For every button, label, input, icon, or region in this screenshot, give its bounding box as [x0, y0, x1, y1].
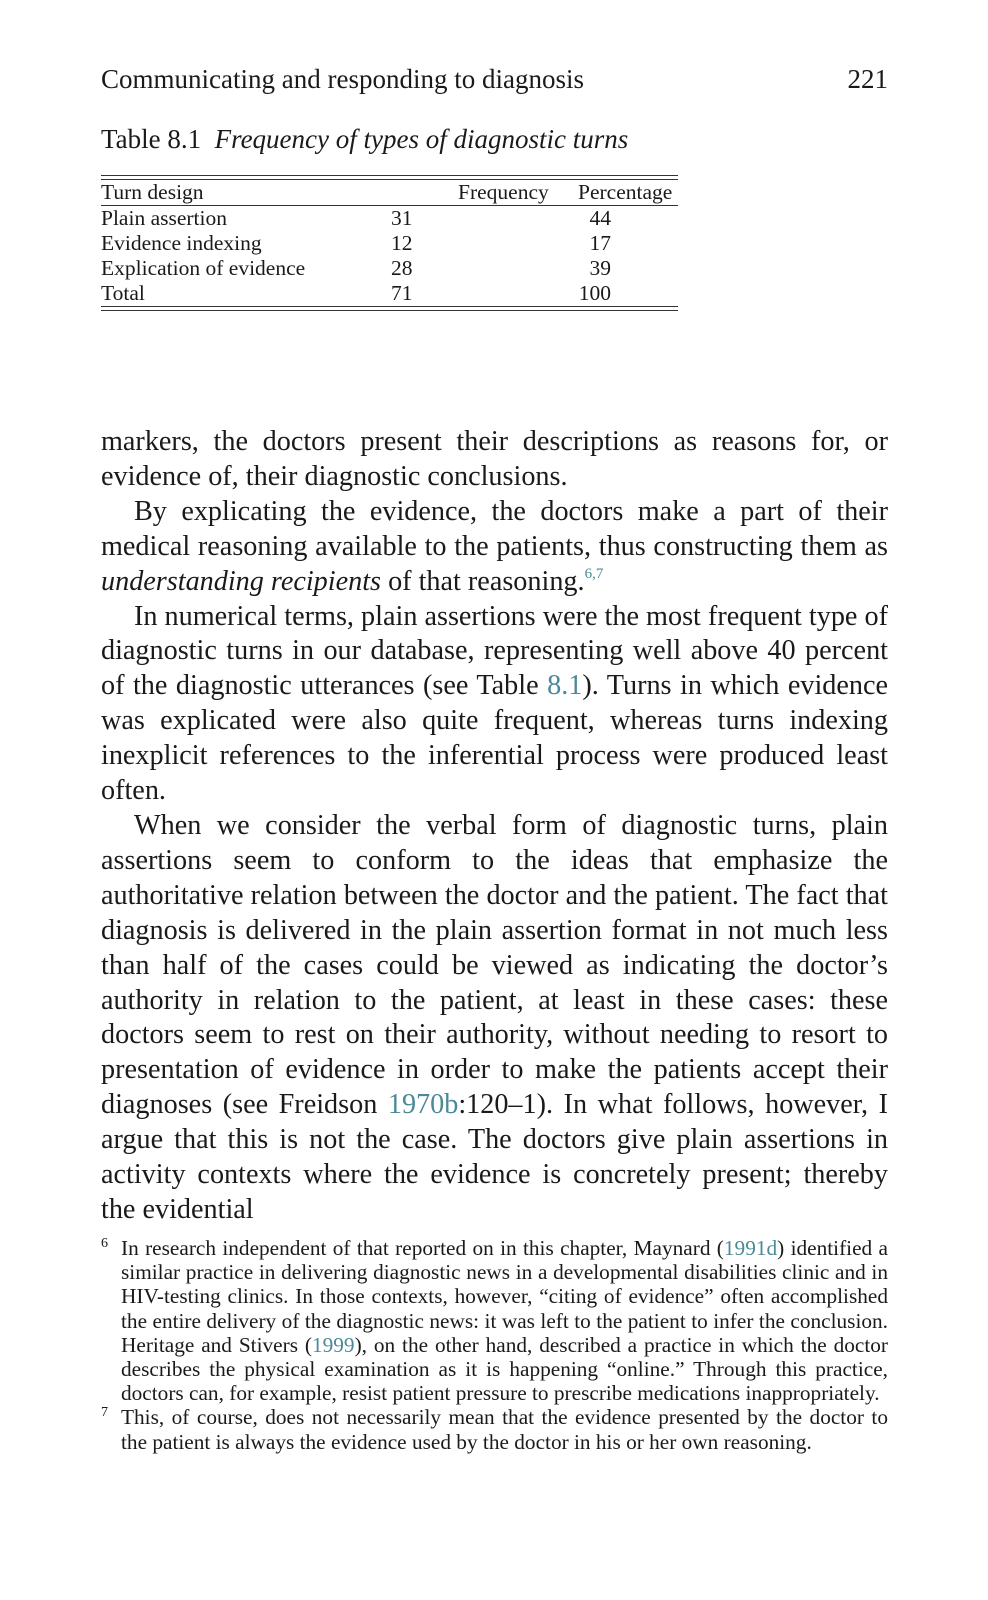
freidson-1970b-link[interactable]: 1970b — [387, 1089, 459, 1121]
column-header-turn-design: Turn design — [101, 180, 204, 204]
total-frequency: 71 — [391, 281, 413, 305]
running-head — [101, 64, 888, 95]
table-total-row — [101, 281, 678, 306]
footnote-6: 6 In research independent of that reported on in this chapter, Maynard (1991d) identified a similar practice in delivering diagnostic news in a developmental disabilities clinic and in HIV-testing clinics. In those contexts, however, “citing of evidence” often accomplished the entire delivery of the diagnostic news: it was left to the patient to infer the conclusion. Heritage and Stivers (1999), on the other hand, described a practice in which the doctor describes the physical examination as it is happening “online.” Through this practice, doctors can, for example, resist patient pressure to prescribe medications inappropriately. — [101, 1236, 888, 1405]
footnote-7: 7 This, of course, does not necessarily mean that the evidence presented by the doctor to the patient is always the evidence used by the doctor in his or her own reasoning. — [101, 1405, 888, 1453]
row-percentage: 17 — [589, 231, 611, 255]
table-8-1-link[interactable]: 8.1 — [547, 670, 583, 702]
table-label: Table 8.1 — [101, 124, 202, 154]
table-bottom-rule — [101, 306, 678, 311]
paragraph-2: By explicating the evidence, the doctors make a part of their medical reasoning available to the patients, thus constructing them as understanding recipients of that reasoning.$^{6,7}$ — [101, 495, 888, 597]
footnotes — [101, 1236, 888, 1454]
paragraph-1: markers, the doctors present their descriptions as reasons for, or evidence of, their diagnostic conclusions. — [101, 426, 888, 492]
footnote-ref-6[interactable]: 6 — [584, 565, 593, 582]
row-design: Evidence indexing — [101, 231, 262, 255]
row-percentage: 39 — [589, 256, 611, 280]
table-header-row — [101, 180, 678, 205]
row-frequency: 12 — [391, 231, 413, 255]
table-row — [101, 231, 678, 256]
column-header-frequency: Frequency — [458, 180, 549, 204]
row-frequency: 31 — [391, 206, 413, 230]
footnote-7-mark: 7 — [101, 1405, 108, 1421]
heritage-stivers-1999-link[interactable]: 1999 — [311, 1332, 355, 1357]
paragraph-3: In numerical terms, plain assertions were the most frequent type of diagnostic turns in our database, representing well above 40 percent of the diagnostic utterances (see Table 8.1). Turns in which evidence was explicated were also quite frequent, whereas turns indexing inexplicit references to the inferential process were produced least often. — [101, 600, 888, 807]
body-text — [101, 425, 888, 1228]
table-caption — [101, 124, 628, 155]
maynard-1991d-link[interactable]: 1991d — [723, 1236, 778, 1260]
table-row — [101, 256, 678, 281]
total-label: Total — [101, 281, 145, 305]
total-percentage: 100 — [578, 281, 611, 305]
footnote-6-mark: 6 — [101, 1236, 108, 1251]
running-title: Communicating and responding to diagnosis — [101, 64, 584, 94]
frequency-table — [101, 175, 678, 311]
row-percentage: 44 — [589, 206, 611, 230]
paragraph-4: When we consider the verbal form of diagnostic turns, plain assertions seem to conform to the ideas that emphasize the authoritative relation between the doctor and the patient. The fact that diagnosis is delivered in the plain assertion format in not much less than half of the cases could be viewed as indicating the doctor’s authority in relation to the patient, at least in these cases: these doctors seem to rest on their authority, without needing to resort to presentation of evidence in order to make the patients accept their diagnoses (see Freidson 1970b:120–1). In what follows, however, I argue that this is not the case. The doctors give plain assertions in activity contexts where the evidence is concretely present; thereby the evidential — [101, 809, 889, 1225]
row-design: Plain assertion — [101, 206, 227, 230]
table-row — [101, 206, 678, 231]
table-title: Frequency of types of diagnostic turns — [214, 124, 629, 154]
page-number: 221 — [847, 64, 888, 94]
footnote-ref-7[interactable]: 7 — [595, 565, 604, 582]
row-design: Explication of evidence — [101, 256, 306, 280]
footnote-refs: 6,7 — [584, 565, 604, 582]
emphasis-understanding-recipients: understanding recipients — [101, 565, 382, 597]
column-header-percentage: Percentage — [578, 180, 673, 204]
row-frequency: 28 — [391, 256, 413, 280]
